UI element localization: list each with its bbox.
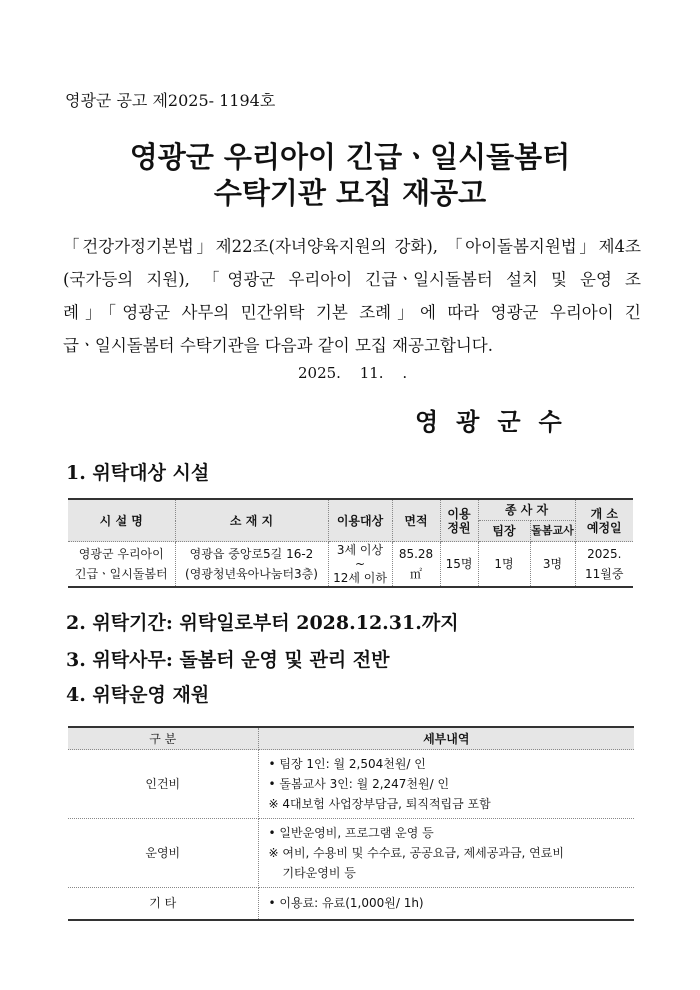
header-staff: 종 사 자	[478, 499, 575, 521]
header-detail: 세부내역	[258, 727, 634, 750]
intro-line: 례」「영광군 사무의 민간위탁 기본 조례」에 따라 영광군 우리아이 긴	[63, 303, 641, 322]
header-opening: 개 소 예정일	[575, 499, 633, 542]
intro-line: (국가등의 지원), 「영광군 우리아이 긴급ㆍ일시돌봄터 설치 및 운영 조	[63, 270, 641, 289]
cell-detail	[258, 888, 634, 920]
detail-line: • 돌봄교사 3인: 월 2,247천원/ 인	[268, 777, 450, 791]
table-row	[68, 888, 634, 920]
cell-detail	[258, 750, 634, 819]
cell-opening: 2025. 11월중	[575, 542, 633, 588]
cell-area: 85.28 ㎡	[392, 542, 440, 588]
cell-capacity: 15명	[440, 542, 478, 588]
cell-name: 영광군 우리아이 긴급ㆍ일시돌봄터	[68, 542, 175, 588]
cell-address: 영광읍 중앙로5길 16-2 (영광청년육아나눔터3층)	[175, 542, 328, 588]
finance-table	[68, 726, 634, 921]
detail-line: 기타운영비 등	[282, 866, 356, 880]
title-line-2: 수탁기관 모집 재공고	[213, 176, 487, 210]
table-row	[68, 750, 634, 819]
detail-line: • 팀장 1인: 월 2,504천원/ 인	[268, 757, 426, 771]
cell-category: 운영비	[68, 819, 258, 888]
detail-line: • 일반운영비, 프로그램 운영 등	[268, 826, 434, 840]
cell-category: 인건비	[68, 750, 258, 819]
header-category: 구 분	[68, 727, 258, 750]
section-1-heading: 1. 위탁대상 시설	[66, 462, 210, 484]
cell-detail	[258, 819, 634, 888]
table-row	[68, 819, 634, 888]
intro-line: 급ㆍ일시돌봄터 수탁기관을 다음과 같이 모집 재공고합니다.	[63, 336, 493, 355]
header-target: 이용대상	[328, 499, 392, 542]
detail-line: ※ 4대보험 사업장부담금, 퇴직적립금 포함	[268, 797, 491, 811]
header-leader: 팀장	[478, 521, 530, 542]
detail-line: • 이용료: 유료(1,000원/ 1h)	[268, 896, 424, 911]
facility-table	[68, 498, 633, 588]
header-name: 시 설 명	[68, 499, 175, 542]
cell-target: 3세 이상 ~ 12세 이하	[328, 542, 392, 588]
cell-leader: 1명	[478, 542, 530, 588]
cell-teacher: 3명	[530, 542, 575, 588]
intro-line: 「건강가정기본법」제22조(자녀양육지원의 강화), 「아이돌봄지원법」제4조	[63, 237, 641, 256]
title-line-1: 영광군 우리아이 긴급ㆍ일시돌봄터	[129, 140, 571, 174]
cell-category: 기 타	[68, 888, 258, 920]
header-capacity: 이용 정원	[440, 499, 478, 542]
signer: 영광군수	[415, 408, 580, 436]
table-row	[68, 542, 633, 588]
header-teacher: 돌봄교사	[530, 521, 575, 542]
notice-date: 2025. 11. .	[298, 364, 408, 382]
detail-line: ※ 여비, 수용비 및 수수료, 공공요금, 제세공과금, 연료비	[268, 846, 564, 860]
intro-paragraph	[63, 230, 641, 362]
header-area: 면적	[392, 499, 440, 542]
section-3-heading: 3. 위탁사무: 돌봄터 운영 및 관리 전반	[66, 649, 390, 671]
section-4-heading: 4. 위탁운영 재원	[66, 684, 210, 706]
header-address: 소 재 지	[175, 499, 328, 542]
notice-number: 영광군 공고 제2025- 1194호	[65, 91, 276, 110]
section-2-heading: 2. 위탁기간: 위탁일로부터 2028.12.31.까지	[66, 612, 459, 634]
